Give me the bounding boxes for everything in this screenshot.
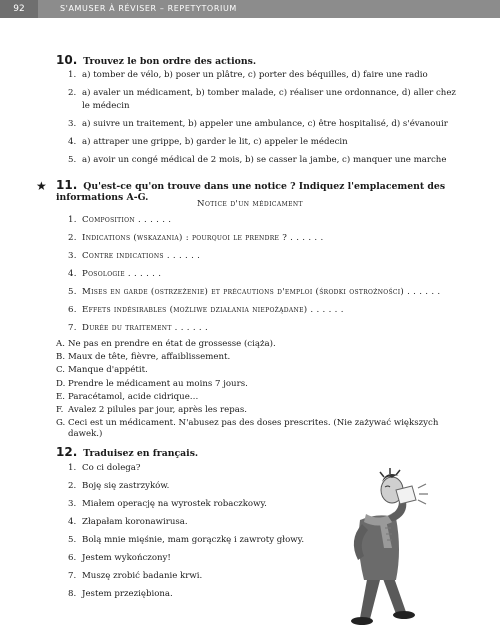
exercise-number: 11. xyxy=(56,178,78,192)
list-item: 4. Złapałam koronawirusa. xyxy=(68,517,188,527)
list-item: 1. Composition . . . . . . xyxy=(68,215,172,225)
list-item: A. Ne pas en prendre en état de grossesse (ciąża). xyxy=(56,339,276,349)
list-item: 2. Indications (wskazania) : pourquoi le prendre ? . . . . . . xyxy=(68,233,324,243)
list-item: B. Maux de tête, fièvre, affaiblissement. xyxy=(56,352,231,363)
list-item: 8. Jestem przeziębiona. xyxy=(68,589,173,599)
notice-title: Notice d'un médicament xyxy=(197,199,303,209)
running-title: S'AMUSER À RÉVISER – REPETYTORIUM xyxy=(60,4,237,13)
running-header-bar xyxy=(0,0,500,18)
exercise-12-list xyxy=(68,462,338,601)
list-item: 6. Effets indésirables (możliwe działania niepożądane) . . . . . . xyxy=(68,305,344,315)
list-item: E. Paracétamol, acide cidrique… xyxy=(56,391,199,402)
list-item: 7. Durée du traitement . . . . . . xyxy=(68,323,209,333)
exercise-instruction: Traduisez en français. xyxy=(83,448,199,459)
list-item: 4. Posologie . . . . . . xyxy=(68,269,162,279)
exercise-10-heading xyxy=(56,53,256,67)
page-number: 92 xyxy=(0,0,38,18)
sick-man-sneezing-icon xyxy=(330,468,442,626)
list-item: D. Prendre le médicament au moins 7 jours. xyxy=(56,378,248,389)
list-item: 2. Boję się zastrzyków. xyxy=(68,481,170,491)
list-item: 2. a) avaler un médicament, b) tomber malade, c) réaliser une ordonnance, d) aller chez le médecin xyxy=(68,88,456,112)
list-item: 3. Miałem operację na wyrostek robaczkowy. xyxy=(68,499,267,509)
list-item: 6. Jestem wykończony! xyxy=(68,553,171,563)
list-item: 5. Bolą mnie mięśnie, mam gorączkę i zawroty głowy. xyxy=(68,535,305,545)
exercise-10-list xyxy=(68,69,458,168)
exercise-12-heading xyxy=(56,445,198,459)
list-item: 5. Mises en garde (ostrzeżenie) et précautions d'emploi (środki ostrożności) . . . . . . xyxy=(68,287,441,297)
star-icon: ★ xyxy=(36,179,47,193)
exercise-instruction: Trouvez le bon ordre des actions. xyxy=(83,56,257,67)
list-item: 7. Muszę zrobić badanie krwi. xyxy=(68,571,203,581)
list-item: 3. a) suivre un traitement, b) appeler une ambulance, c) être hospitalisé, d) s'évanouir xyxy=(68,119,448,130)
list-item: 3. Contre indications . . . . . . xyxy=(68,251,201,261)
list-item: 1. Co ci dolega? xyxy=(68,463,141,473)
list-item: 4. a) attraper une grippe, b) garder le lit, c) appeler le médecin xyxy=(68,137,348,148)
notice-sections-list xyxy=(68,214,458,335)
exercise-number: 12. xyxy=(56,445,78,459)
list-item: G. Ceci est un médicament. N'abusez pas des doses prescrites. (Nie zażywać większych dawek.) xyxy=(56,418,439,440)
list-item: 5. a) avoir un congé médical de 2 mois, b) se casser la jambe, c) manquer une marche xyxy=(68,155,447,166)
information-list-a-g xyxy=(56,339,456,442)
list-item: 1. a) tomber de vélo, b) poser un plâtre, c) porter des béquilles, d) faire une radio xyxy=(68,70,428,80)
list-item: C. Manque d'appétit. xyxy=(56,365,148,376)
list-item: F. Avalez 2 pilules par jour, après les repas. xyxy=(56,404,247,415)
exercise-instruction: Qu'est-ce qu'on trouve dans une notice ? Indiquez l'emplacement des informations A-G. xyxy=(56,181,446,203)
exercise-number: 10. xyxy=(56,53,78,67)
